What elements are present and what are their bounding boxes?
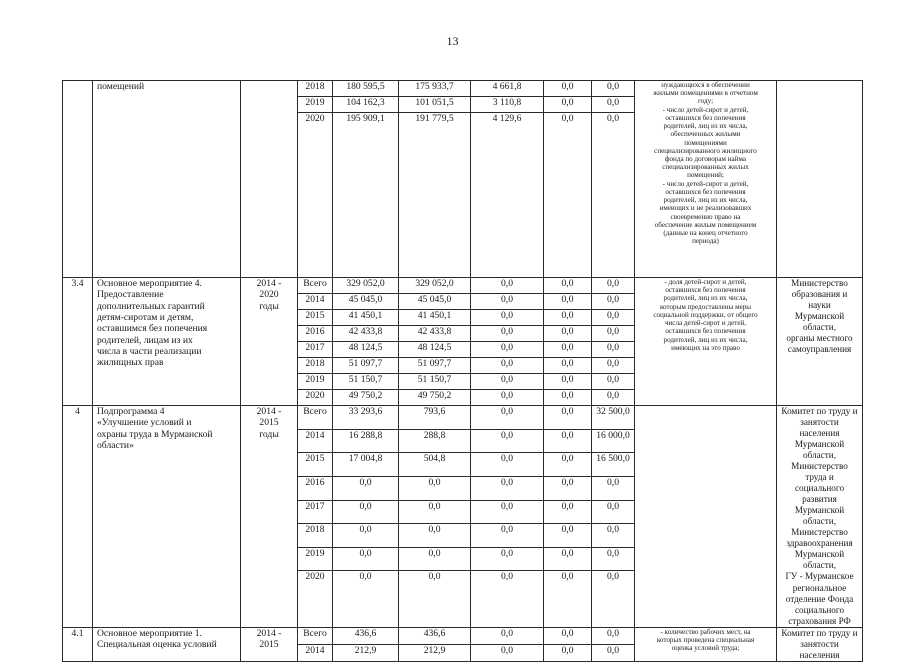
other-sources-cell: 16 000,0 (592, 429, 635, 453)
year-cell: 2014 (298, 294, 333, 310)
regional-budget-cell: 0,0 (399, 524, 471, 548)
total-amount-cell: 16 288,8 (333, 429, 399, 453)
table-row (63, 81, 863, 97)
total-amount-cell: 0,0 (333, 476, 399, 500)
regional-budget-cell: 191 779,5 (399, 113, 471, 278)
measure-name-cell: Основное мероприятие 1. Специальная оценка условий (93, 627, 241, 661)
total-amount-cell: 0,0 (333, 524, 399, 548)
executor-cell (777, 81, 863, 278)
regional-budget-cell: 0,0 (399, 547, 471, 571)
year-cell: Всего (298, 278, 333, 294)
year-cell: 2019 (298, 374, 333, 390)
total-amount-cell: 42 433,8 (333, 326, 399, 342)
federal-budget-cell: 0,0 (471, 358, 544, 374)
regional-budget-cell: 175 933,7 (399, 81, 471, 97)
other-sources-cell: 0,0 (592, 342, 635, 358)
table-row (63, 278, 863, 294)
total-amount-cell: 0,0 (333, 571, 399, 627)
regional-budget-cell: 48 124,5 (399, 342, 471, 358)
regional-budget-cell: 212,9 (399, 645, 471, 662)
federal-budget-cell: 0,0 (471, 278, 544, 294)
year-cell: 2020 (298, 571, 333, 627)
federal-budget-cell: 0,0 (471, 294, 544, 310)
local-budget-cell: 0,0 (544, 374, 592, 390)
year-cell: 2019 (298, 547, 333, 571)
local-budget-cell: 0,0 (544, 627, 592, 645)
other-sources-cell: 0,0 (592, 113, 635, 278)
total-amount-cell: 45 045,0 (333, 294, 399, 310)
local-budget-cell: 0,0 (544, 500, 592, 524)
federal-budget-cell: 0,0 (471, 571, 544, 627)
year-cell: 2014 (298, 645, 333, 662)
period-cell: 2014 - 2015 годы (241, 406, 298, 628)
local-budget-cell: 0,0 (544, 310, 592, 326)
total-amount-cell: 49 750,2 (333, 390, 399, 406)
table-body (63, 81, 863, 662)
regional-budget-cell: 42 433,8 (399, 326, 471, 342)
local-budget-cell: 0,0 (544, 358, 592, 374)
year-cell: 2015 (298, 310, 333, 326)
federal-budget-cell: 0,0 (471, 627, 544, 645)
program-table (62, 80, 863, 662)
item-number-cell: 4 (63, 406, 93, 628)
local-budget-cell: 0,0 (544, 326, 592, 342)
table-row (63, 406, 863, 430)
other-sources-cell: 0,0 (592, 500, 635, 524)
regional-budget-cell: 49 750,2 (399, 390, 471, 406)
other-sources-cell: 0,0 (592, 358, 635, 374)
federal-budget-cell: 0,0 (471, 390, 544, 406)
year-cell: 2020 (298, 390, 333, 406)
year-cell: 2017 (298, 500, 333, 524)
other-sources-cell: 0,0 (592, 97, 635, 113)
total-amount-cell: 180 595,5 (333, 81, 399, 97)
measure-name-cell: помещений (93, 81, 241, 278)
federal-budget-cell: 0,0 (471, 326, 544, 342)
local-budget-cell: 0,0 (544, 278, 592, 294)
total-amount-cell: 212,9 (333, 645, 399, 662)
indicators-cell: нуждающихся в обеспечении жилыми помещениями в отчетном году; - число детей-сирот и детей, оставшихся без попечения родителей, лиц из их числа, обеспеченных жилыми помещениями специализированного жилищного фонда по договорам найма специализированных жилых помещений; - число детей-сирот и детей, оставшихся без попечения родителей, лиц из их числа, имеющих и не реализовавших своевременно право на обеспечение жилым помещением (данные на конец отчетного периода) (635, 81, 777, 278)
period-cell: 2014 - 2020 годы (241, 278, 298, 406)
year-cell: 2018 (298, 524, 333, 548)
federal-budget-cell: 0,0 (471, 500, 544, 524)
local-budget-cell: 0,0 (544, 390, 592, 406)
item-number-cell (63, 81, 93, 278)
regional-budget-cell: 329 052,0 (399, 278, 471, 294)
local-budget-cell: 0,0 (544, 524, 592, 548)
federal-budget-cell: 0,0 (471, 429, 544, 453)
local-budget-cell: 0,0 (544, 342, 592, 358)
period-cell: 2014 - 2015 (241, 627, 298, 661)
total-amount-cell: 48 124,5 (333, 342, 399, 358)
total-amount-cell: 33 293,6 (333, 406, 399, 430)
other-sources-cell: 0,0 (592, 390, 635, 406)
other-sources-cell: 0,0 (592, 476, 635, 500)
measure-name-cell: Основное мероприятие 4. Предоставление дополнительных гарантий детям-сиротам и детям, оставшимся без попечения родителей, лицам из их числа в части реализации жилищных прав (93, 278, 241, 406)
total-amount-cell: 0,0 (333, 500, 399, 524)
total-amount-cell: 17 004,8 (333, 453, 399, 477)
local-budget-cell: 0,0 (544, 113, 592, 278)
indicators-cell (635, 406, 777, 628)
other-sources-cell: 0,0 (592, 294, 635, 310)
regional-budget-cell: 0,0 (399, 571, 471, 627)
regional-budget-cell: 504,8 (399, 453, 471, 477)
regional-budget-cell: 41 450,1 (399, 310, 471, 326)
other-sources-cell: 0,0 (592, 278, 635, 294)
other-sources-cell: 0,0 (592, 547, 635, 571)
indicators-cell: - доля детей-сирот и детей, оставшихся без попечения родителей, лиц из их числа, которым предоставлены меры социальной поддержки, от общего числа детей-сирот и детей, оставшихся без попечения родителей, лиц из их числа, имеющих на это право (635, 278, 777, 406)
local-budget-cell: 0,0 (544, 294, 592, 310)
regional-budget-cell: 793,6 (399, 406, 471, 430)
other-sources-cell: 0,0 (592, 645, 635, 662)
total-amount-cell: 104 162,3 (333, 97, 399, 113)
federal-budget-cell: 0,0 (471, 547, 544, 571)
year-cell: 2016 (298, 326, 333, 342)
federal-budget-cell: 0,0 (471, 476, 544, 500)
regional-budget-cell: 51 097,7 (399, 358, 471, 374)
federal-budget-cell: 4 129,6 (471, 113, 544, 278)
year-cell: 2020 (298, 113, 333, 278)
local-budget-cell: 0,0 (544, 97, 592, 113)
indicators-cell: - количество рабочих мест, на которых проведена специальная оценка условий труда; (635, 627, 777, 661)
other-sources-cell: 0,0 (592, 627, 635, 645)
local-budget-cell: 0,0 (544, 645, 592, 662)
local-budget-cell: 0,0 (544, 571, 592, 627)
regional-budget-cell: 101 051,5 (399, 97, 471, 113)
year-cell: Всего (298, 627, 333, 645)
federal-budget-cell: 0,0 (471, 310, 544, 326)
year-cell: 2018 (298, 81, 333, 97)
local-budget-cell: 0,0 (544, 453, 592, 477)
other-sources-cell: 16 500,0 (592, 453, 635, 477)
local-budget-cell: 0,0 (544, 429, 592, 453)
other-sources-cell: 0,0 (592, 524, 635, 548)
federal-budget-cell: 3 110,8 (471, 97, 544, 113)
regional-budget-cell: 0,0 (399, 500, 471, 524)
total-amount-cell: 329 052,0 (333, 278, 399, 294)
item-number-cell: 4.1 (63, 627, 93, 661)
other-sources-cell: 0,0 (592, 571, 635, 627)
year-cell: 2018 (298, 358, 333, 374)
executor-cell: Комитет по труду и занятости населения (777, 627, 863, 661)
local-budget-cell: 0,0 (544, 406, 592, 430)
regional-budget-cell: 45 045,0 (399, 294, 471, 310)
federal-budget-cell: 0,0 (471, 453, 544, 477)
total-amount-cell: 0,0 (333, 547, 399, 571)
total-amount-cell: 51 097,7 (333, 358, 399, 374)
federal-budget-cell: 0,0 (471, 524, 544, 548)
total-amount-cell: 51 150,7 (333, 374, 399, 390)
federal-budget-cell: 0,0 (471, 406, 544, 430)
local-budget-cell: 0,0 (544, 476, 592, 500)
year-cell: 2019 (298, 97, 333, 113)
executor-cell: Комитет по труду и занятости населения Мурманской области, Министерство труда и социального развития Мурманской области, Министерство здравоохранения Мурманской области, ГУ - Мурманское региональное отделение Фонда социального страхования РФ (777, 406, 863, 628)
federal-budget-cell: 4 661,8 (471, 81, 544, 97)
measure-name-cell: Подпрограмма 4 «Улучшение условий и охраны труда в Мурманской области» (93, 406, 241, 628)
local-budget-cell: 0,0 (544, 81, 592, 97)
other-sources-cell: 0,0 (592, 326, 635, 342)
regional-budget-cell: 51 150,7 (399, 374, 471, 390)
total-amount-cell: 195 909,1 (333, 113, 399, 278)
federal-budget-cell: 0,0 (471, 374, 544, 390)
regional-budget-cell: 436,6 (399, 627, 471, 645)
table-row (63, 627, 863, 645)
other-sources-cell: 0,0 (592, 374, 635, 390)
other-sources-cell: 0,0 (592, 81, 635, 97)
year-cell: 2017 (298, 342, 333, 358)
federal-budget-cell: 0,0 (471, 645, 544, 662)
local-budget-cell: 0,0 (544, 547, 592, 571)
federal-budget-cell: 0,0 (471, 342, 544, 358)
executor-cell: Министерство образования и науки Мурманской области, органы местного самоуправления (777, 278, 863, 406)
other-sources-cell: 32 500,0 (592, 406, 635, 430)
regional-budget-cell: 0,0 (399, 476, 471, 500)
year-cell: 2015 (298, 453, 333, 477)
page-number: 13 (446, 34, 459, 48)
year-cell: 2014 (298, 429, 333, 453)
total-amount-cell: 41 450,1 (333, 310, 399, 326)
regional-budget-cell: 288,8 (399, 429, 471, 453)
year-cell: Всего (298, 406, 333, 430)
other-sources-cell: 0,0 (592, 310, 635, 326)
total-amount-cell: 436,6 (333, 627, 399, 645)
year-cell: 2016 (298, 476, 333, 500)
item-number-cell: 3.4 (63, 278, 93, 406)
period-cell (241, 81, 298, 278)
